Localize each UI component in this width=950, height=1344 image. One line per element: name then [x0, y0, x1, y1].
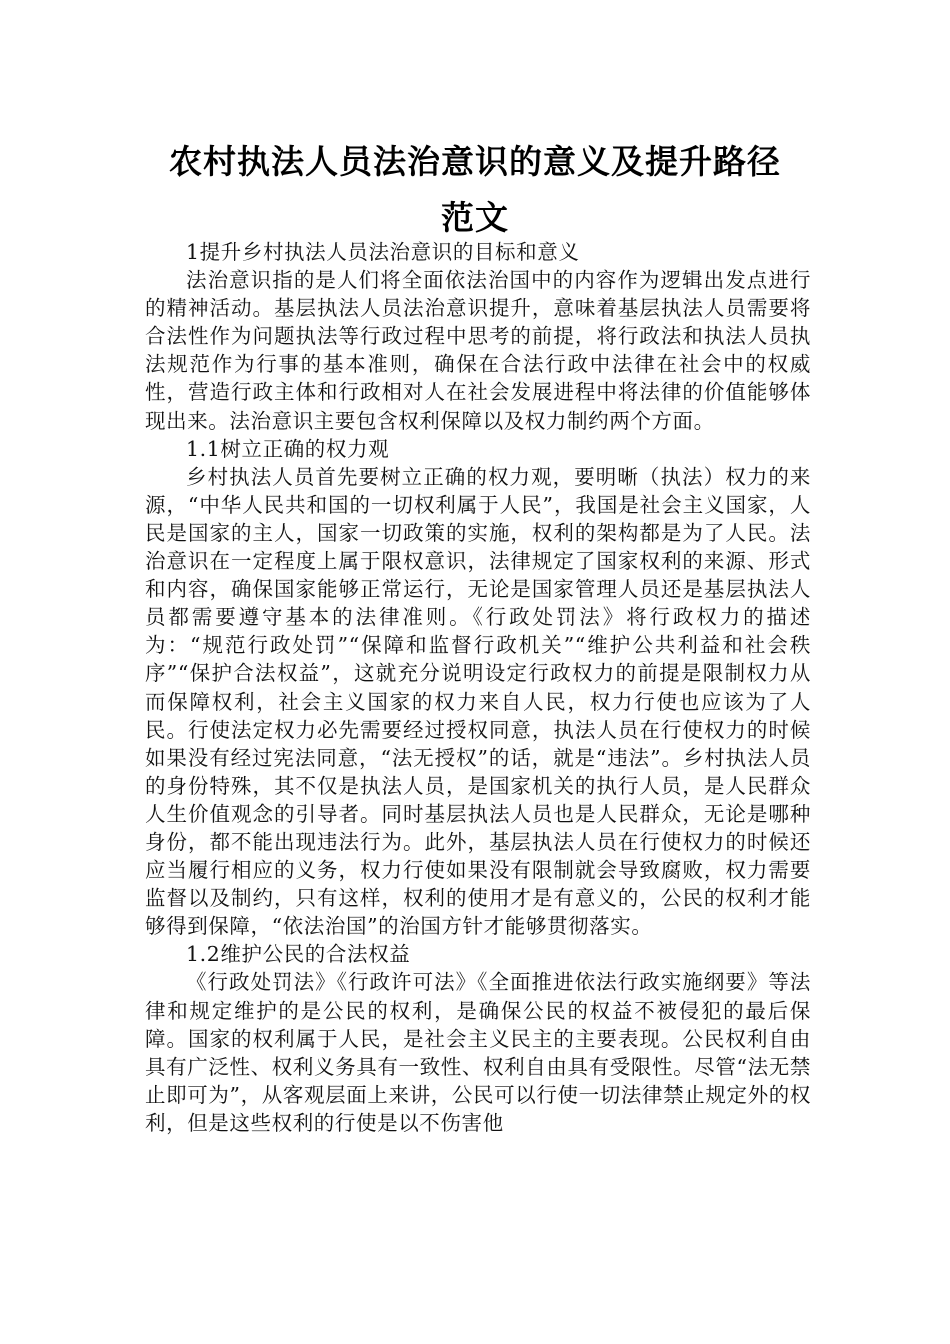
document-body	[145, 238, 811, 1137]
paragraph-1: 法治意识指的是人们将全面依法治国中的内容作为逻辑出发点进行的精神活动。基层执法人员法治意识提升，意味着基层执法人员需要将合法性作为问题执法等行政过程中思考的前提，将行政法和执法人员执法规范作为行事的基本准则，确保在合法行政中法律在社会中的权威性，营造行政主体和行政相对人在社会发展进程中将法律的价值能够体现出来。法治意识主要包含权利保障以及权力制约两个方面。	[145, 268, 811, 433]
document-title-line-2: 范文	[441, 198, 509, 237]
section-heading-1: 1提升乡村执法人员法治意识的目标和意义	[186, 240, 580, 264]
paragraph-3: 《行政处罚法》《行政许可法》《全面推进依法行政实施纲要》等法律和规定维护的是公民的权利，是确保公民的权益不被侵犯的最后保障。国家的权利属于人民，是社会主义民主的主要表现。公民权利自由具有广泛性、权利义务具有一致性、权利自由具有受限性。尽管“法无禁止即可为”，从客观层面上来讲，公民可以行使一切法律禁止规定外的权利，但是这些权利的行使是以不伤害他	[145, 970, 811, 1135]
section-heading-1-2: 1.2维护公民的合法权益	[186, 942, 411, 967]
document-title-line-1: 农村执法人员法治意识的意义及提升路径	[169, 142, 781, 181]
section-heading-1-1: 1.1树立正确的权力观	[186, 436, 390, 461]
paragraph-2: 乡村执法人员首先要树立正确的权力观，要明晰（执法）权力的来源，“中华人民共和国的一切权利属于人民”，我国是社会主义国家，人民是国家的主人，国家一切政策的实施，权利的架构都是为了人民。法治意识在一定程度上属于限权意识，法律规定了国家权利的来源、形式和内容，确保国家能够正常运行，无论是国家管理人员还是基层执法人员都需要遵守基本的法律准则。《行政处罚法》将行政权力的描述为：“规范行政处罚”“保障和监督行政机关”“维护公共利益和社会秩序”“保护合法权益”，这就充分说明设定行政权力的前提是限制权力从而保障权利，社会主义国家的权力来自人民，权力行使也应该为了人民。行使法定权力必先需要经过授权同意，执法人员在行使权力的时候如果没有经过宪法同意，“法无授权”的话，就是“违法”。乡村执法人员的身份特殊，其不仅是执法人员，是国家机关的执行人员，是人民群众人生价值观念的引导者。同时基层执法人员也是人民群众，无论是哪种身份，都不能出现违法行为。此外，基层执法人员在行使权力的时候还应当履行相应的义务，权力行使如果没有限制就会导致腐败，权力需要监督以及制约，只有这样，权利的使用才是有意义的，公民的权利才能够得到保障，“依法治国”的治国方针才能够贯彻落实。	[145, 464, 811, 939]
